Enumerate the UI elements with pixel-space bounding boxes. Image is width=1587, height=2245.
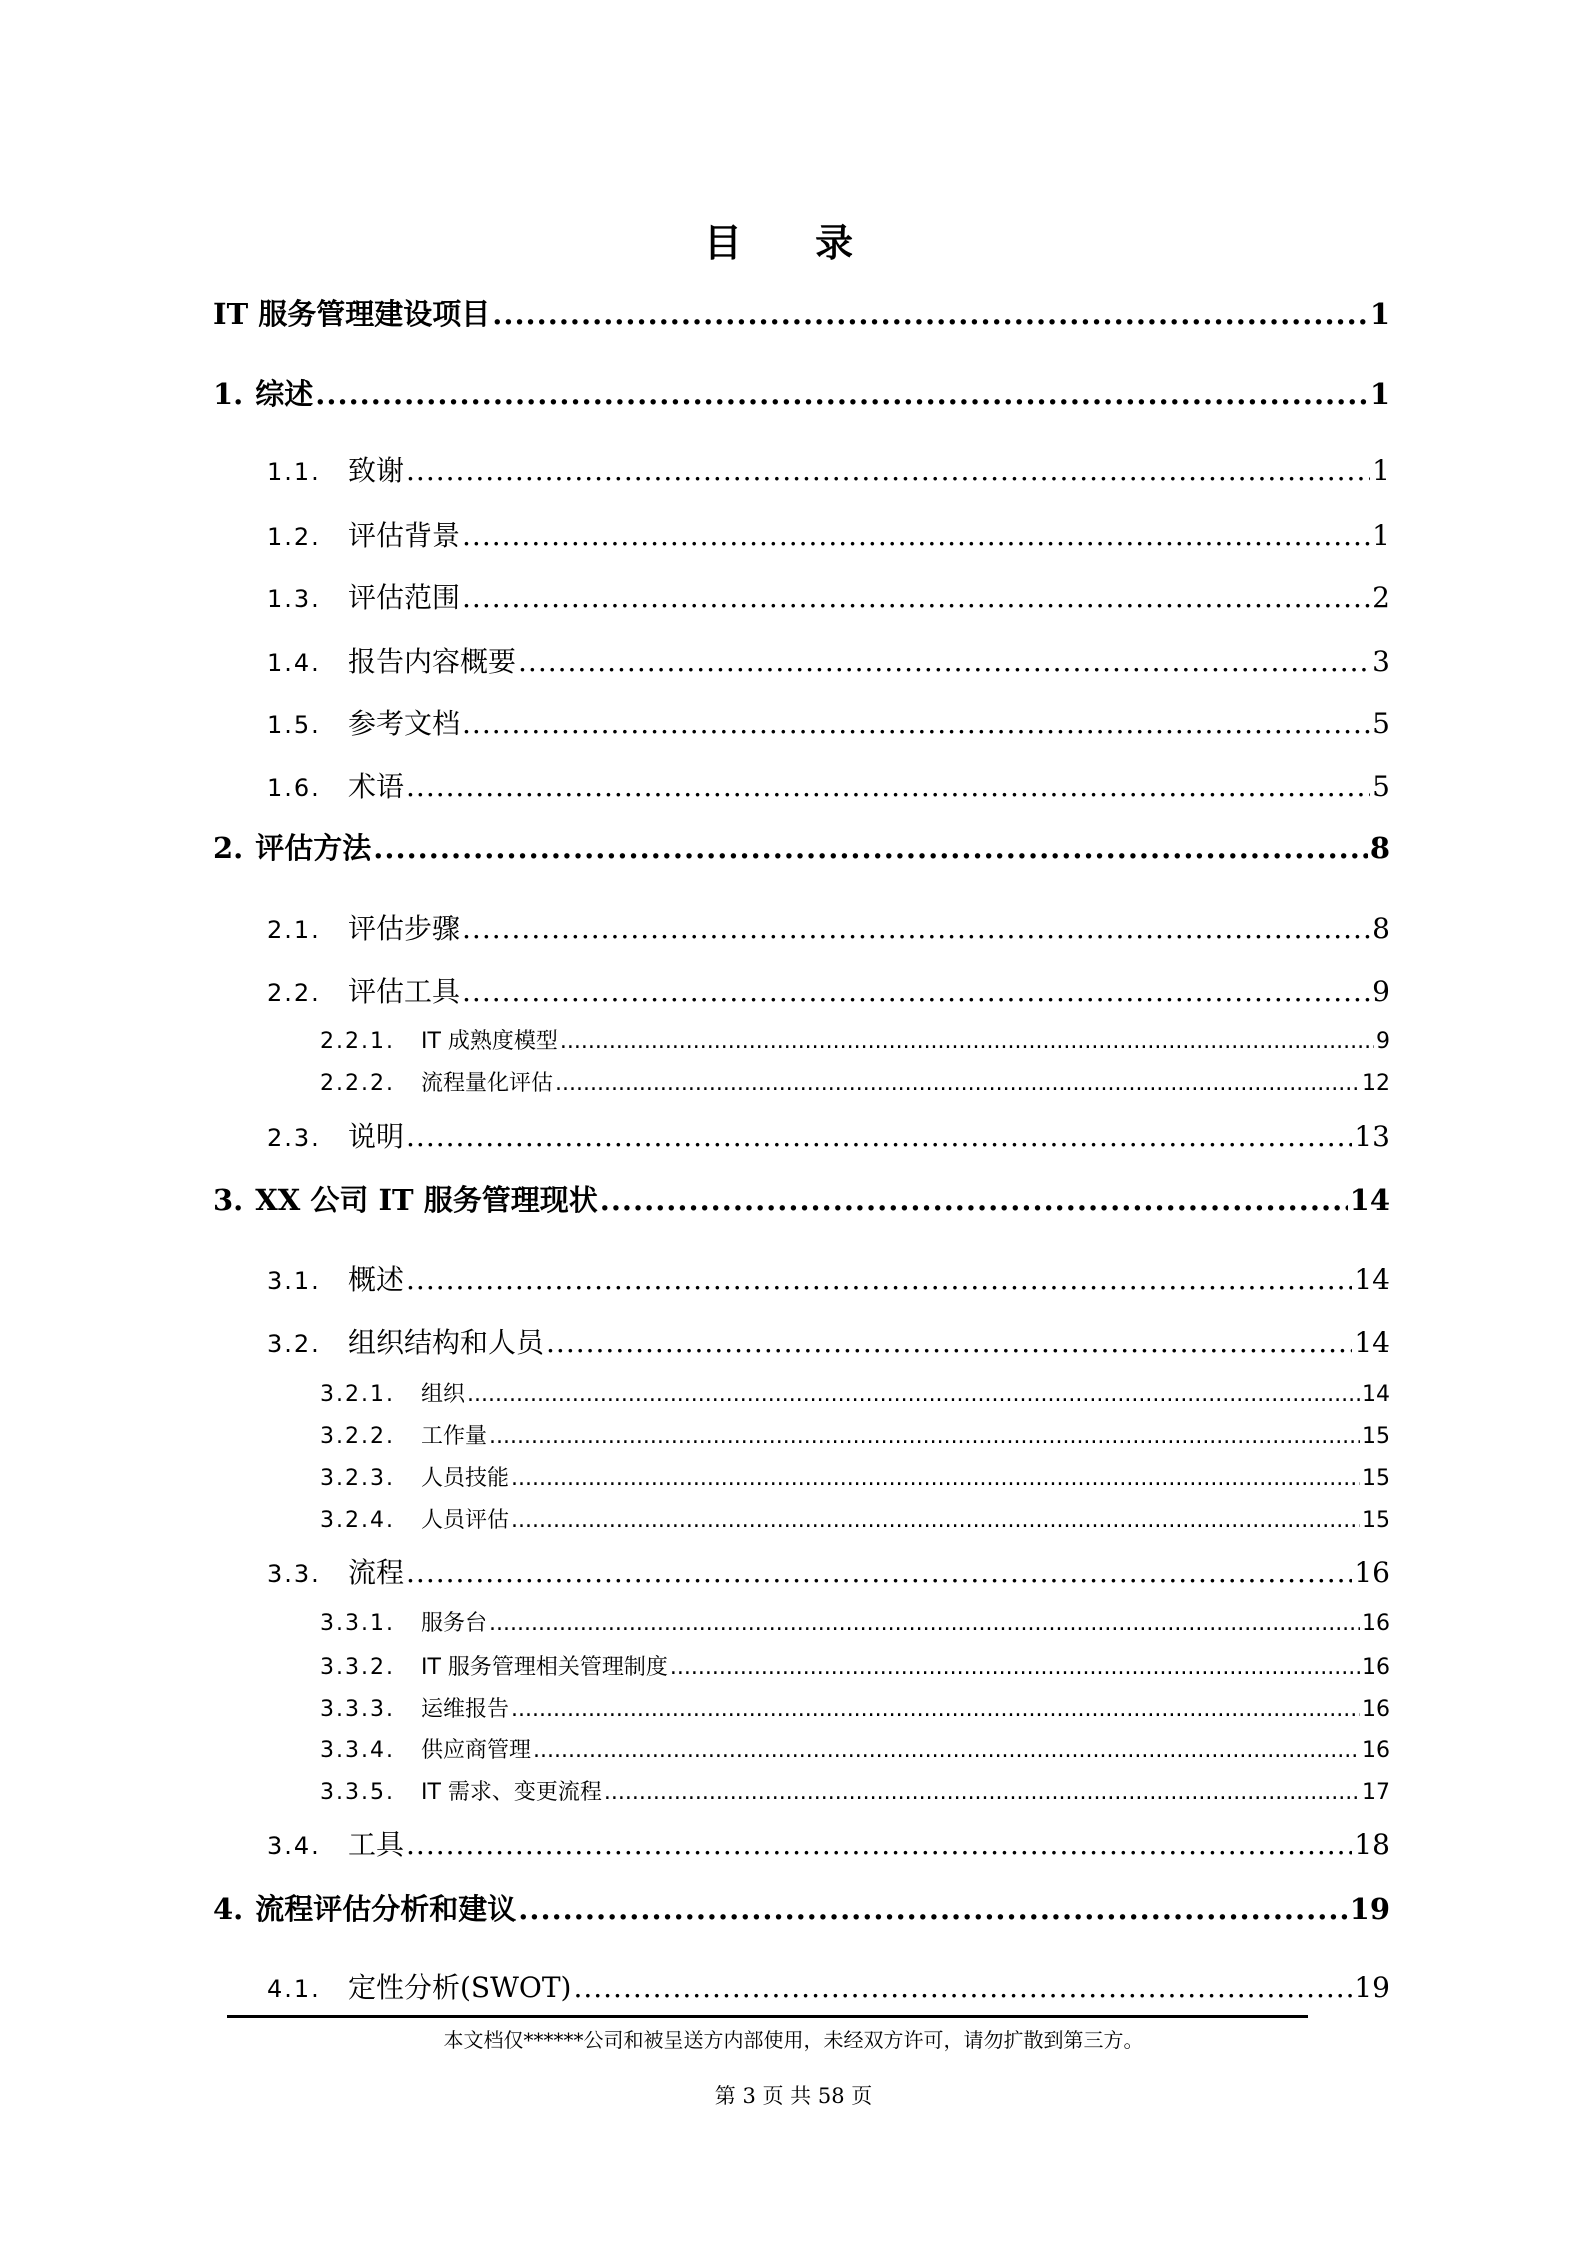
toc-entry-title: XX 公司 IT 服务管理现状 <box>255 1183 598 1217</box>
toc-entry-page: 17 <box>1362 1780 1390 1805</box>
toc-entry-page: 8 <box>1369 831 1390 865</box>
toc-entry-number: 1.1. <box>267 458 321 486</box>
toc-entry-number: 3.3.3. <box>320 1697 395 1722</box>
toc-entry-number: 2.2.1. <box>320 1029 395 1054</box>
toc-entry-page: 14 <box>1354 1263 1390 1296</box>
toc-entry[interactable] <box>320 1461 1390 1492</box>
toc-entry[interactable] <box>213 1178 1390 1219</box>
toc-entry-number: 2.2. <box>267 979 321 1007</box>
toc-entry[interactable] <box>320 1606 1390 1637</box>
toc-entry-title: 工具 <box>348 1828 405 1861</box>
toc-entry-page: 3 <box>1372 645 1390 678</box>
toc-entry-title: 服务台 <box>421 1611 488 1636</box>
toc-dot-leader <box>533 1738 1360 1763</box>
toc-dot-leader <box>315 377 1368 411</box>
toc-dot-leader <box>670 1655 1360 1680</box>
toc-entry[interactable] <box>267 765 1390 805</box>
toc-entry[interactable] <box>267 576 1390 616</box>
toc-entry[interactable] <box>267 1966 1390 2006</box>
toc-dot-leader <box>462 975 1370 1008</box>
toc-entry-number: 2.1. <box>267 916 321 944</box>
toc-entry-number: 2. <box>213 831 244 865</box>
toc-entry[interactable] <box>267 449 1390 489</box>
toc-entry-page: 15 <box>1362 1508 1390 1533</box>
toc-dot-leader <box>489 1424 1360 1449</box>
toc-entry-page: 16 <box>1362 1738 1390 1763</box>
toc-entry-number: 1.6. <box>267 774 321 802</box>
toc-dot-leader <box>462 519 1370 552</box>
toc-dot-leader <box>406 770 1370 803</box>
toc-dot-leader <box>462 707 1370 740</box>
toc-entry-number: 4.1. <box>267 1975 321 2003</box>
toc-entry-title: 说明 <box>348 1120 405 1153</box>
toc-dot-leader <box>462 581 1370 614</box>
toc-dot-leader <box>406 1828 1352 1861</box>
toc-entry-title: 运维报告 <box>421 1697 510 1722</box>
page-number: 第 3 页 共 58 页 <box>714 2084 873 2108</box>
toc-dot-leader <box>406 1263 1352 1296</box>
toc-entry[interactable] <box>320 1377 1390 1408</box>
toc-entry[interactable] <box>320 1692 1390 1723</box>
toc-entry-title: 工作量 <box>421 1424 488 1449</box>
toc-entry-page: 1 <box>1369 297 1390 331</box>
toc-entry[interactable] <box>267 907 1390 947</box>
toc-dot-leader <box>511 1466 1360 1491</box>
toc-dot-leader <box>555 1071 1360 1096</box>
toc-entry-page: 8 <box>1372 912 1390 945</box>
toc-entry[interactable] <box>320 1024 1390 1055</box>
toc-entry-title: 评估范围 <box>348 581 461 614</box>
toc-entry[interactable] <box>267 1551 1390 1591</box>
toc-entry[interactable] <box>267 514 1390 554</box>
toc-dot-leader <box>600 1183 1348 1217</box>
toc-dot-leader <box>406 1556 1352 1589</box>
toc-entry-number: 3.4. <box>267 1832 321 1860</box>
toc-entry-title: 致谢 <box>348 454 405 487</box>
toc-entry[interactable] <box>320 1503 1390 1534</box>
toc-entry-page: 16 <box>1362 1655 1390 1680</box>
footer-divider <box>227 2015 1308 2018</box>
toc-entry-number: 3.2.2. <box>320 1424 395 1449</box>
toc-entry-title: IT 成熟度模型 <box>421 1029 558 1054</box>
toc-entry-title: 流程 <box>348 1556 405 1589</box>
toc-dot-leader <box>489 1611 1360 1636</box>
toc-entry[interactable] <box>320 1650 1390 1681</box>
toc-entry[interactable] <box>267 1321 1390 1361</box>
toc-entry-number: 1. <box>213 377 244 411</box>
toc-entry-page: 19 <box>1349 1892 1390 1926</box>
toc-entry-page: 19 <box>1354 1971 1390 2004</box>
toc-entry-title: 定性分析(SWOT) <box>348 1971 572 2004</box>
toc-entry-title: IT 服务管理相关管理制度 <box>421 1655 668 1680</box>
toc-dot-leader <box>511 1508 1360 1533</box>
toc-entry[interactable] <box>320 1419 1390 1450</box>
toc-entry-number: 3.3.2. <box>320 1655 395 1680</box>
toc-entry-title: 人员评估 <box>421 1508 510 1533</box>
toc-entry-page: 14 <box>1354 1326 1390 1359</box>
toc-entry-number: 3.2.1. <box>320 1382 395 1407</box>
toc-entry-title: 综述 <box>255 377 314 411</box>
toc-entry-page: 12 <box>1362 1071 1390 1096</box>
toc-entry-title: 参考文档 <box>348 707 461 740</box>
toc-dot-leader <box>573 1971 1352 2004</box>
toc-entry-page: 16 <box>1362 1697 1390 1722</box>
toc-entry-title: 评估方法 <box>255 831 372 865</box>
toc-entry[interactable] <box>267 1258 1390 1298</box>
toc-entry-number: 3.1. <box>267 1267 321 1295</box>
toc-title: 目 录 <box>703 221 884 265</box>
toc-entry-page: 5 <box>1372 770 1390 803</box>
toc-entry-title: 报告内容概要 <box>348 645 517 678</box>
toc-entry-page: 1 <box>1372 454 1390 487</box>
toc-entry[interactable] <box>267 640 1390 680</box>
toc-dot-leader <box>492 297 1368 331</box>
toc-entry-number: 1.2. <box>267 523 321 551</box>
toc-entry-title: IT 需求、变更流程 <box>421 1780 602 1805</box>
toc-dot-leader <box>604 1780 1360 1805</box>
toc-dot-leader <box>467 1382 1360 1407</box>
toc-entry-number: 3.2.3. <box>320 1466 395 1491</box>
toc-entry-page: 18 <box>1354 1828 1390 1861</box>
toc-entry-number: 2.3. <box>267 1124 321 1152</box>
toc-entry-number: 3.3. <box>267 1560 321 1588</box>
toc-entry-page: 14 <box>1362 1382 1390 1407</box>
toc-entry-number: 3.2.4. <box>320 1508 395 1533</box>
toc-entry-page: 14 <box>1349 1183 1390 1217</box>
toc-entry[interactable] <box>213 372 1390 413</box>
toc-entry-title: 供应商管理 <box>421 1738 532 1763</box>
toc-entry-page: 16 <box>1362 1611 1390 1636</box>
toc-entry-number: 1.3. <box>267 585 321 613</box>
toc-dot-leader <box>406 454 1370 487</box>
toc-entry-number: 1.4. <box>267 649 321 677</box>
toc-entry-title: 流程评估分析和建议 <box>255 1892 517 1926</box>
toc-entry-title: 术语 <box>348 770 405 803</box>
toc-entry-title: 组织结构和人员 <box>348 1326 545 1359</box>
toc-entry-number: 3.3.5. <box>320 1780 395 1805</box>
toc-dot-leader <box>406 1120 1352 1153</box>
toc-entry[interactable] <box>267 702 1390 742</box>
toc-entry-title: 流程量化评估 <box>421 1071 554 1096</box>
toc-entry-title: IT 服务管理建设项目 <box>213 297 491 331</box>
toc-entry-page: 15 <box>1362 1466 1390 1491</box>
toc-entry-page: 16 <box>1354 1556 1390 1589</box>
toc-entry-title: 评估工具 <box>348 975 461 1008</box>
toc-entry[interactable] <box>267 1115 1390 1155</box>
toc-entry[interactable] <box>320 1066 1390 1097</box>
toc-entry-title: 概述 <box>348 1263 405 1296</box>
toc-entry[interactable] <box>320 1733 1390 1764</box>
toc-entry-number: 3. <box>213 1183 244 1217</box>
toc-entry-page: 13 <box>1354 1120 1390 1153</box>
toc-entry-number: 3.3.4. <box>320 1738 395 1763</box>
toc-entry-number: 3.3.1. <box>320 1611 395 1636</box>
toc-dot-leader <box>373 831 1368 865</box>
toc-entry-page: 5 <box>1372 707 1390 740</box>
toc-entry-title: 评估步骤 <box>348 912 461 945</box>
toc-dot-leader <box>518 645 1370 678</box>
toc-entry-page: 9 <box>1376 1029 1390 1054</box>
toc-dot-leader <box>518 1892 1347 1926</box>
toc-entry[interactable] <box>267 970 1390 1010</box>
toc-dot-leader <box>511 1697 1360 1722</box>
toc-dot-leader <box>560 1029 1374 1054</box>
toc-entry[interactable] <box>320 1775 1390 1806</box>
toc-entry-number: 1.5. <box>267 711 321 739</box>
toc-entry-page: 2 <box>1372 581 1390 614</box>
toc-entry-number: 4. <box>213 1892 244 1926</box>
footer-notice: 本文档仅******公司和被呈送方内部使用，未经双方许可，请勿扩散到第三方。 <box>443 2028 1144 2052</box>
toc-entry-page: 1 <box>1372 519 1390 552</box>
toc-dot-leader <box>462 912 1370 945</box>
toc-entry-page: 15 <box>1362 1424 1390 1449</box>
toc-entry-page: 1 <box>1369 377 1390 411</box>
toc-entry-number: 2.2.2. <box>320 1071 395 1096</box>
toc-entry-title: 人员技能 <box>421 1466 510 1491</box>
toc-entry-page: 9 <box>1372 975 1390 1008</box>
toc-dot-leader <box>546 1326 1352 1359</box>
toc-entry[interactable] <box>213 826 1390 867</box>
toc-entry-title: 组织 <box>421 1382 466 1407</box>
toc-entry[interactable] <box>213 1887 1390 1928</box>
toc-entry-title: 评估背景 <box>348 519 461 552</box>
toc-entry-number: 3.2. <box>267 1330 321 1358</box>
toc-entry[interactable] <box>267 1823 1390 1863</box>
toc-entry[interactable] <box>213 292 1390 333</box>
